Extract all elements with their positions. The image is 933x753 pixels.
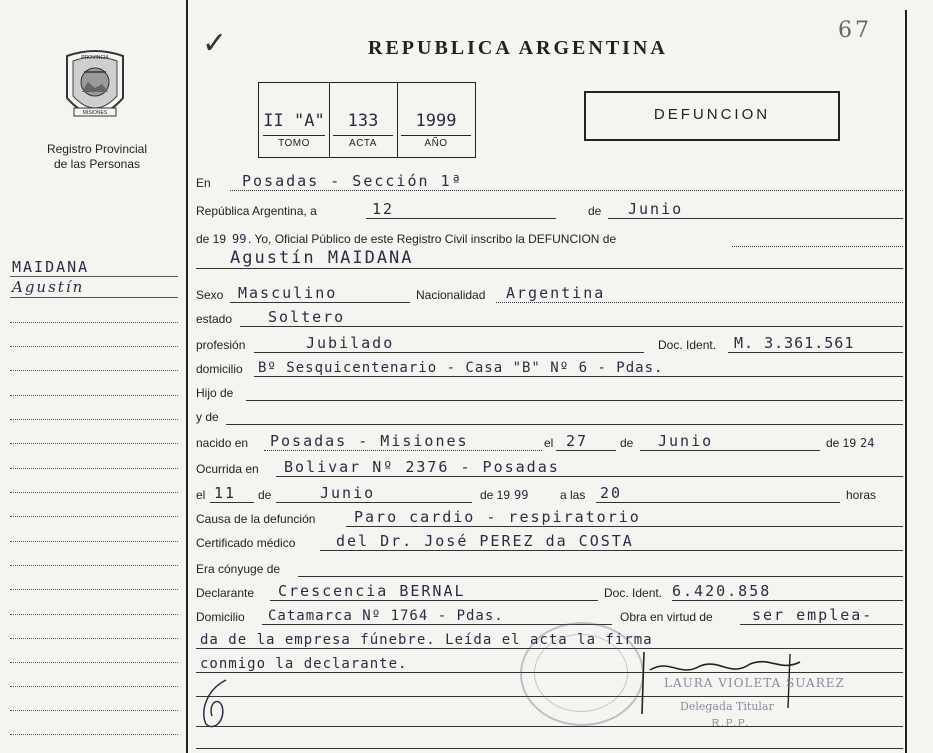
margin-line [10, 734, 178, 735]
page-title: REPUBLICA ARGENTINA [368, 37, 668, 59]
fill-line [196, 268, 903, 269]
fill-line [276, 476, 903, 477]
ano-cell [397, 83, 475, 157]
row-nacido [196, 432, 903, 454]
fill-line [196, 748, 903, 749]
margin-line [10, 710, 178, 711]
margin-line [10, 395, 178, 396]
nac-de-label: de [620, 436, 634, 450]
nacionalidad-label: Nacionalidad [416, 288, 486, 302]
fall-anio: 99 [514, 488, 529, 502]
fill-line [230, 190, 903, 191]
seal-bottom-text: MISIONES [82, 110, 108, 116]
fill-line [246, 400, 903, 401]
margin-line [10, 419, 178, 420]
fill-line [210, 502, 254, 503]
row-conyuge [196, 558, 903, 580]
declarant-initial-mark [196, 676, 240, 730]
margin-line [10, 516, 178, 517]
fall-dia: 11 [214, 484, 237, 502]
seal-top-text: PROVINCIA [81, 55, 109, 61]
officer-role: Delegada Titular [680, 700, 774, 713]
row-sexo [196, 284, 903, 306]
anio-value: 99 [232, 232, 247, 246]
fill-line [596, 502, 840, 503]
el2-label: el [196, 488, 206, 502]
official-stamp-inner [534, 634, 628, 712]
margin-line [10, 443, 178, 444]
margin-line [10, 492, 178, 493]
document-type: DEFUNCION [653, 106, 771, 123]
fill-line [230, 302, 410, 303]
fill-line [264, 450, 542, 451]
fill-line [196, 726, 903, 727]
registry-line-1: Registro Provincial [46, 142, 148, 156]
en-value: Posadas - Sección 1ª [242, 172, 463, 190]
nacionalidad-value: Argentina [506, 284, 606, 302]
alas-label: a las [560, 488, 586, 502]
declarante-label: Declarante [196, 586, 255, 600]
margin-surname: MAIDANA [12, 258, 90, 276]
fill-line [640, 450, 820, 451]
fill-line [276, 502, 472, 503]
obra-value: ser emplea- [752, 606, 874, 624]
fill-line [254, 376, 903, 377]
row-domicilio2 [196, 606, 903, 628]
estado-label: estado [196, 312, 233, 326]
document-type-box [584, 91, 840, 141]
registry-name [22, 142, 172, 172]
left-margin [0, 0, 186, 753]
row-en [196, 172, 903, 194]
check-mark-icon: ✓ [202, 26, 228, 61]
provincial-seal-icon [62, 48, 128, 128]
officer-name: LAURA VIOLETA SUAREZ [664, 676, 845, 690]
fill-line [556, 450, 616, 451]
causa-value: Paro cardio - respiratorio [354, 508, 641, 526]
de-label: de [588, 204, 602, 218]
nacido-value: Posadas - Misiones [270, 432, 469, 450]
fill-line [254, 352, 644, 353]
horas-label: horas [846, 488, 877, 502]
fill-line [240, 326, 903, 327]
nac-mes: Junio [658, 432, 714, 450]
sexo-label: Sexo [196, 288, 224, 302]
doc-value: M. 3.361.561 [734, 334, 855, 352]
row-domicilio [196, 358, 903, 380]
inscribo-text: . Yo, Oficial Público de este Registro Civil inscribo la DEFUNCION de [248, 232, 617, 246]
fill-line [740, 624, 903, 625]
el-label: el [544, 436, 554, 450]
fill-line [728, 352, 903, 353]
cell-underline [263, 135, 325, 136]
fill-line [320, 550, 903, 551]
republica-label: República Argentina, a [196, 204, 317, 218]
nacido-label: nacido en [196, 436, 249, 450]
domicilio2-label: Domicilio [196, 610, 245, 624]
yde-label: y de [196, 410, 219, 424]
fill-line [298, 576, 903, 577]
registration-box [258, 82, 476, 158]
row-declarante [196, 582, 903, 604]
row-anio [196, 228, 903, 250]
fill-line [732, 246, 903, 247]
row-blank [196, 730, 903, 752]
obra-line-2: da de la empresa fúnebre. Leída el acta la firma [200, 632, 653, 648]
fall-anio-label: de 19 [480, 488, 511, 502]
row-estado [196, 308, 903, 330]
row-ocurrida [196, 458, 903, 480]
doc-label: Doc. Ident. [658, 338, 717, 352]
domicilio2-value: Catamarca Nº 1764 - Pdas. [268, 608, 504, 624]
obra-line-3: conmigo la declarante. [200, 656, 408, 672]
nombre-value: Agustín MAIDANA [230, 248, 414, 268]
row-certificado [196, 532, 903, 554]
registry-line-2: de las Personas [53, 157, 141, 171]
fill-line [496, 302, 903, 303]
certificado-value: del Dr. José PEREZ da COSTA [336, 532, 634, 550]
row-profesion [196, 334, 903, 356]
obra-label: Obra en virtud de [620, 610, 713, 624]
fill-line [346, 526, 903, 527]
margin-line [10, 614, 178, 615]
fill-line [270, 600, 598, 601]
margin-line [10, 322, 178, 323]
cell-underline [401, 135, 471, 136]
fall-mes: Junio [320, 484, 376, 502]
acta-value: 133 [347, 111, 379, 131]
row-yde [196, 406, 903, 428]
fill-line [226, 424, 903, 425]
hora-value: 20 [600, 484, 623, 502]
acta-label: ACTA [349, 138, 377, 149]
nac-anio: 24 [860, 436, 875, 450]
en-label: En [196, 176, 211, 190]
nac-anio-label: de 19 [826, 436, 857, 450]
row-fallecimiento [196, 484, 903, 506]
ocurrida-value: Bolivar Nº 2376 - Posadas [284, 458, 560, 476]
row-fecha [196, 200, 903, 222]
margin-line [10, 276, 178, 277]
tomo-cell [259, 83, 330, 157]
fall-de-label: de [258, 488, 272, 502]
page-number: 67 [838, 18, 872, 43]
tomo-label: TOMO [278, 138, 310, 149]
margin-line [10, 686, 178, 687]
row-hijo [196, 382, 903, 404]
declarante-value: Crescencia BERNAL [278, 582, 466, 600]
margin-line [10, 541, 178, 542]
decl-doc-value: 6.420.858 [672, 582, 772, 600]
profesion-value: Jubilado [306, 334, 395, 352]
decl-doc-label: Doc. Ident. [604, 586, 663, 600]
domicilio-label: domicilio [196, 362, 243, 376]
margin-line [10, 589, 178, 590]
ano-value: 1999 [415, 111, 457, 131]
nac-dia: 27 [566, 432, 589, 450]
margin-line [10, 370, 178, 371]
causa-label: Causa de la defunción [196, 512, 316, 526]
registry-abbr: R.P.P. [712, 718, 751, 729]
cell-underline [333, 135, 393, 136]
margin-line [10, 297, 178, 298]
fill-line [672, 600, 903, 601]
de19-label: de 19 [196, 232, 227, 246]
right-border [905, 10, 907, 753]
tomo-value: II "A" [263, 111, 325, 131]
hijo-label: Hijo de [196, 386, 234, 400]
row-causa [196, 508, 903, 530]
mes-value: Junio [628, 200, 684, 218]
margin-line [10, 565, 178, 566]
domicilio-value: Bº Sesquicentenario - Casa "B" Nº 6 - Pdas. [258, 360, 664, 376]
margin-line [10, 468, 178, 469]
margin-line [10, 662, 178, 663]
margin-given-name: Agustín [12, 278, 85, 296]
margin-line [10, 346, 178, 347]
margin-line [10, 638, 178, 639]
ocurrida-label: Ocurrida en [196, 462, 259, 476]
margin-divider [186, 0, 188, 753]
estado-value: Soltero [268, 308, 346, 326]
dia-value: 12 [372, 200, 395, 218]
ano-label: AÑO [424, 138, 448, 149]
sexo-value: Masculino [238, 284, 338, 302]
profesion-label: profesión [196, 338, 246, 352]
certificado-label: Certificado médico [196, 536, 296, 550]
row-nombre [196, 250, 903, 272]
acta-cell [329, 83, 398, 157]
fill-line [608, 218, 903, 219]
conyuge-label: Era cónyuge de [196, 562, 281, 576]
fill-line [366, 218, 556, 219]
